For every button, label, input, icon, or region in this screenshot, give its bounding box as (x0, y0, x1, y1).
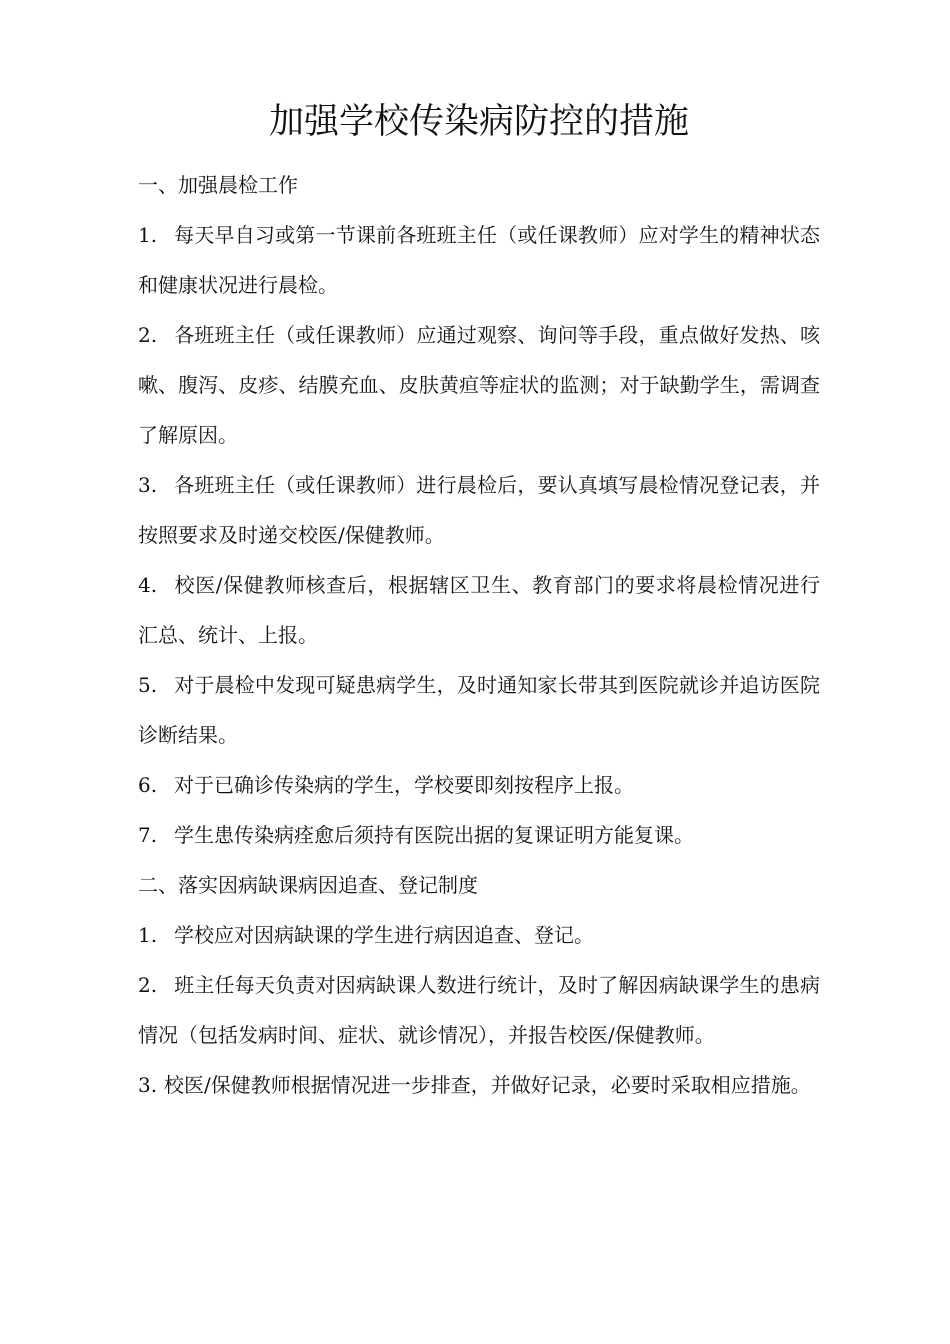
item-text: 校医/保健教师根据情况进一步排查，并做好记录，必要时采取相应措施。 (164, 1073, 811, 1097)
list-item (138, 960, 820, 1060)
list-item (138, 660, 820, 760)
section-heading: 一、加强晨检工作 (138, 173, 298, 197)
item-text: 每天早自习或第一节课前各班班主任（或任课教师）应对学生的精神状态和健康状况进行晨检。 (138, 223, 820, 297)
item-number: 2. (138, 973, 158, 997)
item-number: 2. (138, 323, 158, 347)
section-heading: 二、落实因病缺课病因追查、登记制度 (138, 873, 478, 897)
item-number: 3. (138, 1073, 158, 1097)
list-item (138, 460, 820, 560)
item-text: 对于已确诊传染病的学生，学校要即刻按程序上报。 (174, 773, 634, 797)
list-item (138, 560, 820, 660)
list-item (138, 810, 820, 860)
item-text: 学生患传染病痊愈后须持有医院出据的复课证明方能复课。 (174, 823, 694, 847)
item-number: 4. (138, 573, 158, 597)
document-page (138, 92, 820, 1110)
item-text: 班主任每天负责对因病缺课人数进行统计，及时了解因病缺课学生的患病情况（包括发病时间、症状、就诊情况），并报告校医/保健教师。 (138, 973, 820, 1047)
item-text: 校医/保健教师核查后，根据辖区卫生、教育部门的要求将晨检情况进行汇总、统计、上报。 (138, 573, 820, 647)
list-item (138, 210, 820, 310)
item-text: 学校应对因病缺课的学生进行病因追查、登记。 (174, 923, 594, 947)
item-number: 5. (138, 673, 158, 697)
item-number: 6. (138, 773, 158, 797)
list-item (138, 310, 820, 460)
list-item (138, 910, 820, 960)
list-item (138, 760, 820, 810)
item-text: 各班班主任（或任课教师）应通过观察、询问等手段，重点做好发热、咳嗽、腹泻、皮疹、结膜充血、皮肤黄疸等症状的监测；对于缺勤学生，需调查了解原因。 (138, 323, 820, 447)
item-text: 对于晨检中发现可疑患病学生，及时通知家长带其到医院就诊并追访医院诊断结果。 (138, 673, 820, 747)
document-title: 加强学校传染病防控的措施 (268, 102, 689, 142)
item-number: 1. (138, 923, 158, 947)
list-item (138, 1060, 820, 1110)
item-number: 7. (138, 823, 158, 847)
item-text: 各班班主任（或任课教师）进行晨检后，要认真填写晨检情况登记表，并按照要求及时递交校医/保健教师。 (138, 473, 820, 547)
item-number: 3. (138, 473, 158, 497)
item-number: 1. (138, 223, 158, 247)
